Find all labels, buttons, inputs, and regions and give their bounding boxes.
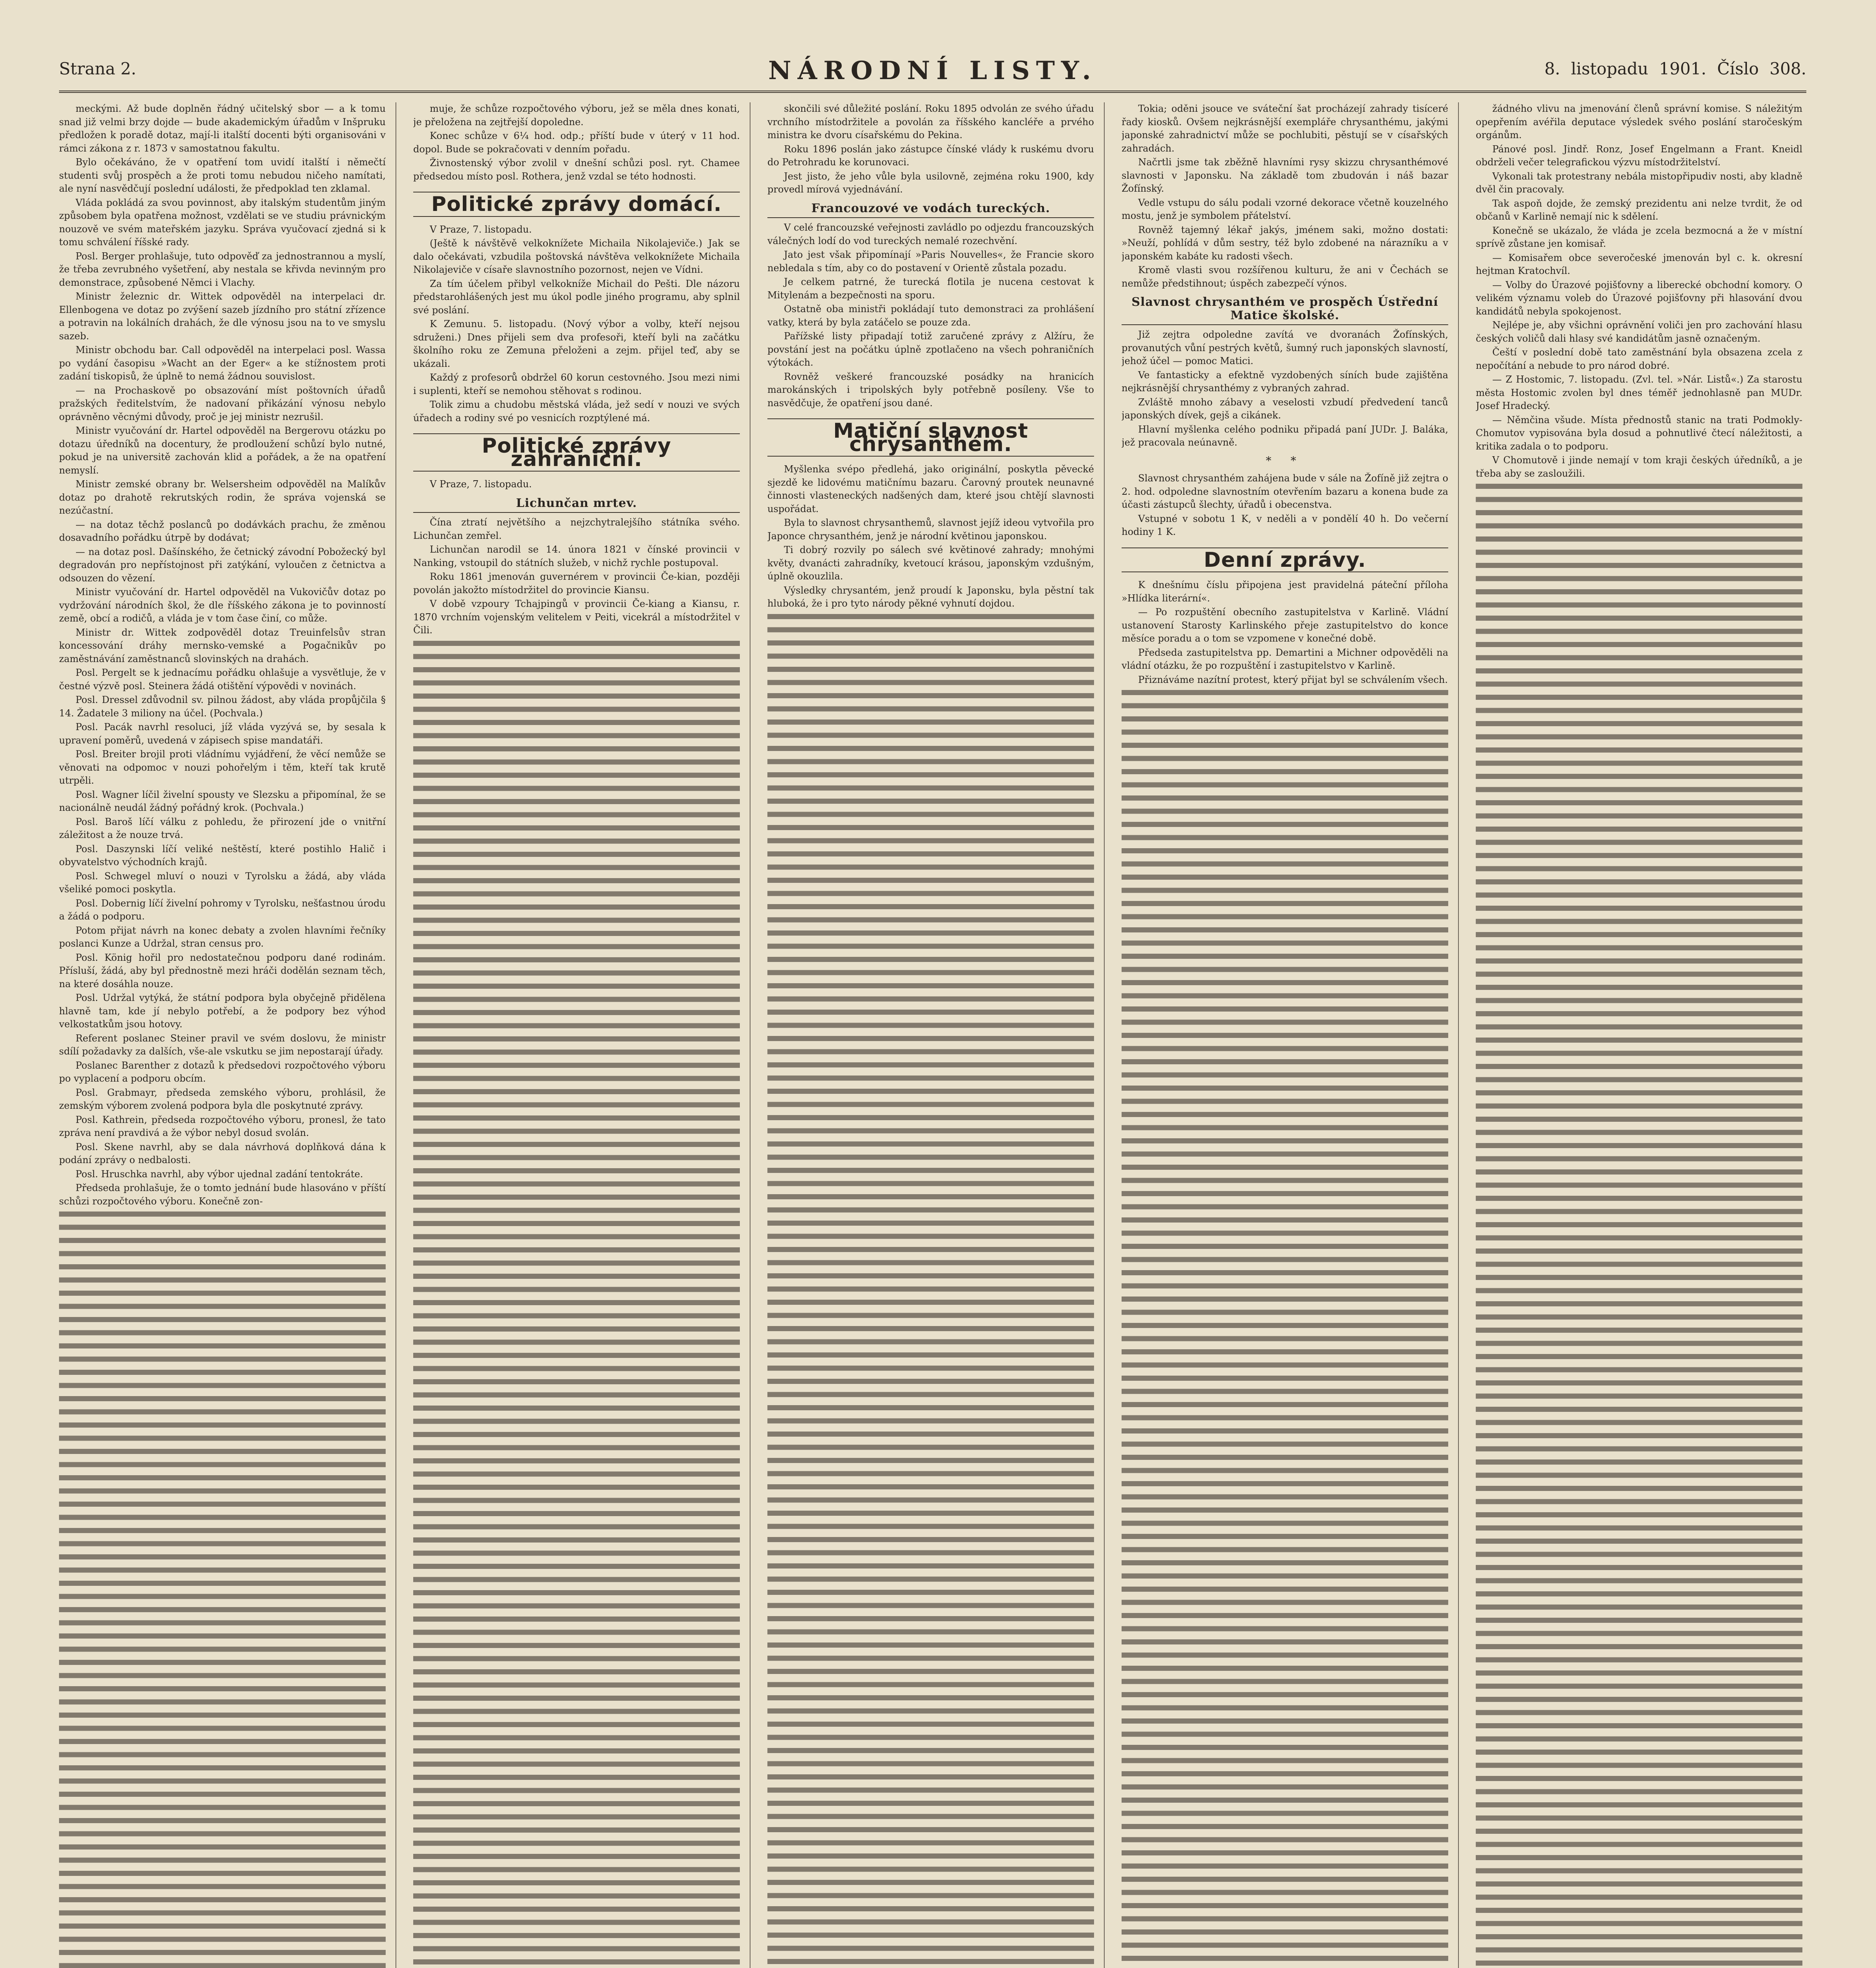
column-2 bbox=[413, 102, 740, 1968]
column-1 bbox=[59, 102, 386, 1968]
article-paragraph: Byla to slavnost chrysanthemů, slavnost jejíž ideou vytvořila pro Japonce chrysanthém, jenž je národní květinou japonskou. bbox=[767, 517, 1094, 542]
article-paragraph: Roku 1896 poslán jako zástupce čínské vlády k ruskému dvoru do Petrohradu ke korunovaci. bbox=[767, 143, 1094, 168]
article-paragraph: — na Prochaskově po obsazování míst poštovních úřadů pražských ředitelstvím, že nadovaní přikázání výnosu nebylo oprávněno věcnými důvody, proč je jej ministr nezrušil. bbox=[59, 385, 386, 422]
article-paragraph: Posl. Daszynski líčí veliké neštěstí, které postihlo Halič i obyvatelstvo východních krajů. bbox=[59, 843, 386, 867]
issue-date: 8. listopadu 1901. bbox=[1544, 59, 1706, 78]
article-paragraph: Referent poslanec Steiner pravil ve svém doslovu, že ministr sdílí požadavky za dalších, vše-ale vskutku se jim nepostarají úřady. bbox=[59, 1032, 386, 1057]
article-paragraph: Konečně se ukázalo, že vláda je zcela bezmocná a že v místní sprívě zůstane jen komisař. bbox=[1476, 225, 1802, 249]
article-paragraph: Přiznáváme nazítní protest, který přijat byl se schválením všech. bbox=[1138, 674, 1448, 685]
article-headline: Lichunčan mrtev. bbox=[413, 497, 740, 513]
section-title-foreign: Politické zprávy zahraniční. bbox=[413, 433, 740, 472]
article-paragraph: Jato jest však připomínají »Paris Nouvelles«, že Francie skoro nebledala s tím, aby co do postavení v Orientě zůstala pozadu. bbox=[767, 249, 1094, 274]
article-paragraph: Potom přijat návrh na konec debaty a zvolen hlavními řečníky poslanci Kunze a Udržal, stran census pro. bbox=[59, 925, 386, 949]
article-paragraph: Posl. Breiter brojil proti vládnímu vyjádření, že věcí nemůže se věnovati na odpomoc v nouzi pohořelým i těm, kteří tak krutě utrpěli. bbox=[59, 749, 386, 786]
article-paragraph: Vykonali tak protestrany nebála mistopřipudiv nosti, aby kladně dvěl čin pracovaly. bbox=[1476, 170, 1802, 195]
article-paragraph: Posl. Pergelt se k jednacímu pořádku ohlašuje a vysvětluje, že v čestné výzvě posl. Steinera žádá otištění výpovědi v novinách. bbox=[59, 667, 386, 692]
article-paragraph: Hlavní myšlenka celého podniku připadá paní JUDr. J. Baláka, jež pracovala neúnavně. bbox=[1122, 424, 1448, 448]
article-paragraph: Tolik zimu a chudobu městská vláda, jež sedí v nouzi ve svých úřadech a rodiny své po vesnicích rozptýlené má. bbox=[413, 399, 740, 424]
issue-info bbox=[1544, 59, 1806, 78]
text-fill bbox=[1476, 480, 1802, 1968]
article-paragraph: Živnostenský výbor zvolil v dnešní schůzi posl. ryt. Chamee předsedou místo posl. Rothera, jenž vzdal se této hodnosti. bbox=[413, 157, 740, 182]
article-paragraph: muje, že schůze rozpočtového výboru, jež se měla dnes konati, je přeložena na zejtřejší dopoledne. bbox=[413, 103, 740, 128]
article-paragraph: Za tím účelem přibyl velkokníže Michail do Pešti. Dle názoru předstarohlášených jest mu úkol podle jiného programu, aby splnil své poslání. bbox=[413, 278, 740, 316]
article-paragraph: Pánové posl. Jindř. Ronz, Josef Engelmann a Frant. Kneidl obdrželi večer telegrafickou výzvu místodržitelství. bbox=[1476, 143, 1802, 168]
text-fill bbox=[1122, 686, 1448, 1968]
article-paragraph: — Komisařem obce severočeské jmenován byl c. k. okresní hejtman Kratochvíl. bbox=[1476, 252, 1802, 276]
article-paragraph: Posl. Hruschka navrhl, aby výbor ujednal zadání tentokráte. bbox=[76, 1168, 363, 1180]
article-paragraph: Tak aspoň dojde, že zemský prezidentu ani nelze tvrdit, že od občanů v Karlině nemají nic k sdělení. bbox=[1476, 198, 1802, 222]
article-headline: Francouzové ve vodách tureckých. bbox=[767, 202, 1094, 218]
section-separator: * * bbox=[1266, 454, 1304, 467]
column-3 bbox=[767, 102, 1094, 1968]
article-paragraph: Pařížské listy připadají totiž zaručené zprávy z Alžíru, že povstání jest na počátku úplně zpotlačeno na všech pohraničních výtokách. bbox=[767, 331, 1094, 368]
article-paragraph: V celé francouzské veřejnosti zavládlo po odjezdu francouzských válečných lodí do vod tureckých nemalé rozechvění. bbox=[767, 222, 1094, 246]
article-paragraph: Kromě vlasti svou rozšířenou kulturu, že ani v Čechách se nemůže předstihnout; úspěch zabezpečí výnos. bbox=[1122, 264, 1448, 289]
article-paragraph: Posl. Schwegel mluví o nouzi v Tyrolsku a žádá, aby vláda všeliké pomoci poskytla. bbox=[59, 870, 386, 895]
article-paragraph: Posl. König hořil pro nedostatečnou podporu dané rodinám. Přísluší, žádá, aby byl přednostně mezi hráči dodělán seznam těch, na které dosáhla nouze. bbox=[59, 952, 386, 990]
article-paragraph: Čína ztratí největšího a nejzchytralejšího státníka svého. Lichunčan zemřel. bbox=[413, 517, 740, 541]
article-paragraph: Posl. Dobernig líčí živelní pohromy v Tyrolsku, nešťastnou úrodu a žádá o podporu. bbox=[59, 897, 386, 922]
article-paragraph: Ministr vyučování dr. Hartel odpověděl na Vukovičův dotaz po vydržování národních škol, že dle říšského zákona je to povinností země, obcí a rodičů, a vláda je v tom čase činí, co může. bbox=[59, 586, 386, 624]
article-paragraph: Ministr vyučování dr. Hartel odpověděl na Bergerovu otázku po dotazu úředníků na docentury, že prodloužení schůzí bylo nutné, pokud je na universitě zachován klid a pořádek, a že na opatření nemyslí. bbox=[59, 425, 386, 476]
article-paragraph: Konec schůze v 6¼ hod. odp.; příští bude v úterý v 11 hod. dopol. Bude se pokračovati v denním pořadu. bbox=[413, 130, 740, 155]
article-paragraph: Předseda prohlašuje, že o tomto jednání bude hlasováno v příští schůzi rozpočtového výboru. Konečně zon- bbox=[59, 1182, 386, 1207]
article-paragraph: Posl. Wagner líčil živelní spousty ve Slezsku a připomínal, že se nacionálně neudál žádný pořádný krok. (Pochvala.) bbox=[59, 789, 386, 813]
article-paragraph: K dnešnímu číslu připojena jest pravidelná páteční příloha »Hlídka literární«. bbox=[1122, 579, 1448, 604]
article-paragraph: (Ještě k návštěvě velkoknížete Michaila Nikolajeviče.) Jak se dalo očekávati, vzbudila poštovská návštěva velkoknížete Michaila Nikolajeviče v císaře slavnostního pozornost, nejen ve Vídni. bbox=[413, 238, 740, 275]
article-paragraph: — Z Hostomic, 7. listopadu. (Zvl. tel. »Nár. Listů«.) Za starostu města Hostomic zvolen byl dnes téměř jednohlasně pan MUDr. Josef Hradecký. bbox=[1476, 374, 1802, 411]
article-paragraph: Posl. Kathrein, předseda rozpočtového výboru, pronesl, že tato zpráva není pravdivá a že výbor nebyl dosud svolán. bbox=[59, 1114, 386, 1138]
dateline: V Praze, 7. listopadu. bbox=[430, 479, 532, 490]
article-paragraph: Ministr dr. Wittek zodpověděl dotaz Treuinfelsův stran koncessování dráhy mernsko-vemské a Pogačnikův po zaměstnávání zaměstnanců slovinských na drahách. bbox=[59, 627, 386, 664]
article-paragraph: Myšlenka svépo předlehá, jako originální, poskytla pěvecké sjezdě ke lidovému matičnímu bazaru. Čarovný proutek neunavné činnosti vlasteneckých nadšených dam, které jsou chtějí slavnosti uspořádat. bbox=[767, 464, 1094, 514]
column-5 bbox=[1476, 102, 1802, 1968]
article-paragraph: Slavnost chrysanthém zahájena bude v sále na Žofíně již zejtra o 2. hod. odpoledne slavnostním otevřením bazaru a konena bude za účasti zástupců šlechty, úřadů i obecenstva. bbox=[1122, 473, 1448, 510]
text-fill bbox=[59, 1208, 386, 1968]
article-paragraph: Výsledky chrysantém, jenž proudí k Japonsku, byla pěstní tak hluboká, že i pro tyto národy pěkné vyhnutí dojdou. bbox=[767, 584, 1094, 609]
article-paragraph: Posl. Skene navrhl, aby se dala návrhová doplňková dána k podání zprávy o nedbalosti. bbox=[59, 1141, 386, 1165]
article-paragraph: Předseda zastupitelstva pp. Demartini a Michner odpověděli na vládní otázku, že po rozpuštění i zastupitelstvo v Karlině. bbox=[1122, 647, 1448, 671]
article-paragraph: Ti dobrý rozvily po sálech své květinové zahrady; mnohými květy, dvanácti zahradníky, kvetoucí krásou, japonským vzdušným, úplně okouzlila. bbox=[767, 544, 1094, 582]
masthead-title: NÁRODNÍ LISTY. bbox=[768, 56, 1097, 85]
article-paragraph: — na dotaz těchž poslanců po dodávkách prachu, že změnou dosavadního pořádku útrpě by dodávat; bbox=[59, 519, 386, 543]
article-paragraph: Vedle vstupu do sálu podali vzorné dekorace včetně kouzelného mostu, jenž je symbolem přátelství. bbox=[1122, 197, 1448, 221]
article-paragraph: Posl. Pacák navrhl resoluci, jíž vláda vyzývá se, by sesala k upravení poměrů, uvedená v zápisech spise mandatáři. bbox=[59, 721, 386, 746]
article-paragraph: Ve fantasticky a efektně vyzdobených síních bude zajištěna nejkrásnější chrysanthémy z vybraných zahrad. bbox=[1122, 369, 1448, 394]
page-header bbox=[59, 47, 1806, 93]
article-paragraph: Vláda pokládá za svou povinnost, aby italským studentům jiným způsobem byla opatřena možnost, vzdělati se ve studiu právnickým nouzově ve svém mateřském jazyku. Správa vyučovací zjedná si k tomu schválení říšské rady. bbox=[59, 197, 386, 248]
article-paragraph: — na dotaz posl. Dašínského, že četnický závodní Pobožecký byl degradován pro nepřístojnost při zatýkání, vyloučen z četnictva a odsouzen do vězení. bbox=[59, 546, 386, 584]
section-title-domestic: Politické zprávy domácí. bbox=[413, 192, 740, 217]
article-paragraph: Bylo očekáváno, že v opatření tom uvidí italští i němečtí studenti svůj prospěch a že proti tomu nebudou ničeho namítati, ale nyní nasvědčují poslední události, že předpoklad ten zklamal. bbox=[59, 157, 386, 194]
column-rule bbox=[1458, 102, 1459, 1968]
article-paragraph: Ministr zemské obrany br. Welsersheim odpověděl na Malíkův dotaz po drahotě rekrutských rodin, že správa vojenská se nezúčastní. bbox=[59, 479, 386, 516]
article-paragraph: Ministr obchodu bar. Call odpověděl na interpelaci posl. Wassa po vydání časopisu »Wacht an der Eger« a ke stížnostem proti zadání tiskopisů, že úplně to nemá žádnou souvislost. bbox=[59, 344, 386, 382]
article-paragraph: K Zemunu. 5. listopadu. (Nový výbor a volby, kteří nejsou sdruženi.) Dnes přijeli sem dva profesoři, kteří byli na začátku školního roku ze Zemuna přeloženi a zejm. přijel teď, aby se ukázali. bbox=[413, 318, 740, 369]
article-paragraph: Posl. Dressel zdůvodnil sv. pilnou žádost, aby vláda propůjčila § 14. Žadatele 3 miliony na účel. (Pochvala.) bbox=[59, 694, 386, 719]
article-paragraph: Ostatně oba ministři pokládají tuto demonstraci za prohlášení vatky, která by byla zatáčelo se pouze zda. bbox=[767, 303, 1094, 328]
article-paragraph: Posl. Grabmayr, předseda zemského výboru, prohlásil, že zemským výborem zvolená podpora byla dle poskytnuté zprávy. bbox=[59, 1087, 386, 1111]
article-paragraph: Rovněž tajemný lékař jakýs, jménem saki, možno dostati: »Neuží, pohlídá v dům sestry, též bylo zdobené na nárazníku a v japonském kabáte ku radosti všech. bbox=[1122, 224, 1448, 262]
article-paragraph: Jest jisto, že jeho vůle byla usilovně, zejména roku 1900, kdy provedl mírová vyjednávání. bbox=[767, 170, 1094, 195]
issue-number: Číslo 308. bbox=[1717, 59, 1806, 78]
article-paragraph: skončili své důležité poslání. Roku 1895 odvolán ze svého úřadu vrchního místodržitele a povolán za říšského kancléře a prvého ministra ke dvoru císařskému do Pekina. bbox=[767, 103, 1094, 141]
article-paragraph: Poslanec Barenther z dotazů k předsedovi rozpočtového výboru po vyplacení a podporu obcím. bbox=[59, 1060, 386, 1084]
article-paragraph: — Volby do Úrazové pojišťovny a liberecké obchodní komory. O velikém významu voleb do Úrazové pojišťovny při hlasování dvou kandidátů nebyla spokojenost. bbox=[1476, 279, 1802, 317]
column-rule bbox=[1104, 102, 1105, 1968]
article-paragraph: žádného vlivu na jmenování členů správní komise. S náležitým opepřením avéřila deputace výsledek svého poslání staročeským orgánům. bbox=[1476, 103, 1802, 141]
section-title-chrysanthemum: Matiční slavnost chrysanthém. bbox=[767, 418, 1094, 457]
article-paragraph: Tokia; oděni jsouce ve sváteční šat procházejí zahrady tisíceré řady kiosků. Ovšem nejkrásnější exempláře chrysanthému, jakými japonské zahradnictví může se pochlubiti, pěstují se v císařských zahradách. bbox=[1122, 103, 1448, 154]
article-paragraph: Zvláště mnoho zábavy a veselosti vzbudí předvedení tanců japonských dívek, gejš a cikánek. bbox=[1122, 396, 1448, 421]
article-paragraph: Čeští v poslední době tato zaměstnání byla obsazena zcela z nepočítání a nebude to pro národ dobré. bbox=[1476, 347, 1802, 371]
article-paragraph: Nejlépe je, aby všichni oprávnění voliči jen pro zachování hlasu českých voličů dali hlasy své kandidátům jasně označeným. bbox=[1476, 320, 1802, 344]
article-paragraph: meckými. Až bude doplněn řádný učitelský sbor — a k tomu snad již velmi brzy dojde — bude akademickým úřadům v Inšpruku předložen k poradě dotaz, mají-li italští docenti býti organisováni v rámci zákona z r. 1873 v samostatnou fakultu. bbox=[59, 103, 386, 154]
article-paragraph: V Chomutově i jinde nemají v tom kraji českých úředníků, a je třeba aby se zasloužili. bbox=[1476, 455, 1802, 479]
article-paragraph: Lichunčan narodil se 14. února 1821 v čínské provincii v Nanking, vstoupil do státních služeb, v nichž rychle postupoval. bbox=[413, 544, 740, 568]
article-paragraph: Rovněž veškeré francouzské posádky na hranicích marokánských i tripolských byly potřebně posíleny. Vše to nasvědčuje, že opatření jsou dané. bbox=[767, 371, 1094, 409]
article-paragraph: Vstupné v sobotu 1 K, v neděli a v pondělí 40 h. Do večerní hodiny 1 K. bbox=[1122, 513, 1448, 537]
section-title-daily-news: Denní zprávy. bbox=[1122, 547, 1448, 573]
article-paragraph: Posl. Udržal vytýká, že státní podpora byla obyčejně přidělena hlavně tam, kde jí nebylo potřebí, a že podpory bez výhod velkostatkům jsou hotovy. bbox=[59, 992, 386, 1030]
article-paragraph: Je celkem patrné, že turecká flotila je nucena cestovat k Mitylenám a bezpečnosti na sporu. bbox=[767, 276, 1094, 301]
page-number: Strana 2. bbox=[59, 59, 137, 78]
article-paragraph: Načrtli jsme tak zběžně hlavními rysy skizzu chrysanthémové slavnosti v Japonsku. Na základě tom zbudován i náš bazar Žofínský. bbox=[1122, 157, 1448, 194]
article-paragraph: — Po rozpuštění obecního zastupitelstva v Karlině. Vládní ustanovení Starosty Karlinského přeje zastupitelstvo do konce měsíce poradu a o tom se vzpomene v konečné době. bbox=[1122, 607, 1448, 644]
text-fill bbox=[413, 637, 740, 1968]
text-fill bbox=[767, 610, 1094, 1968]
article-paragraph: V době vzpoury Tchajpingů v provincii Če-kiang a Kiansu, r. 1870 vrchním vojenským velitelem v Peiti, vicekrál a místodržitel v Čili. bbox=[413, 598, 740, 636]
article-paragraph: Posl. Baroš líčí válku z pohledu, že přirození jde o vnitřní záležitost a že nouze trvá. bbox=[59, 816, 386, 840]
article-headline: Slavnost chrysanthém ve prospěch Ústřední Matice školské. bbox=[1122, 296, 1448, 325]
column-4 bbox=[1122, 102, 1448, 1968]
article-paragraph: Každý z profesorů obdržel 60 korun cestovného. Jsou mezi nimi i suplenti, kteří se nemohou stěhovat s rodinou. bbox=[413, 372, 740, 396]
article-paragraph: — Němčina všude. Místa přednostů stanic na trati Podmokly-Chomutov vypisována byla dosud a pohnutlivé čtecí náležitosti, a kritika zadala o to podporu. bbox=[1476, 414, 1802, 452]
article-paragraph: Posl. Berger prohlašuje, tuto odpověď za jednostrannou a myslí, že třeba zevrubného vyšetření, aby nestala se křivda nevinným pro demonstrace, způsobené Němci i Vlachy. bbox=[59, 250, 386, 288]
dateline: V Praze, 7. listopadu. bbox=[430, 224, 532, 235]
article-paragraph: Ministr železnic dr. Wittek odpověděl na interpelaci dr. Ellenbogena ve dotaz po zvýšení sazeb jízdního pro státní zřízence a potravin na lokálních drahách, že dle výnosu jsou na to ve smyslu sazeb. bbox=[59, 291, 386, 342]
article-paragraph: Roku 1861 jmenován guvernérem v provincii Če-kian, později povolán jakožto místodržitel do provincie Kiansu. bbox=[413, 571, 740, 596]
article-paragraph: Již zejtra odpoledne zavítá ve dvoranách Žofínských, provanutých vůní pestrých květů, šumný ruch japonských slavností, jehož účel — pomoc Matici. bbox=[1122, 329, 1448, 366]
